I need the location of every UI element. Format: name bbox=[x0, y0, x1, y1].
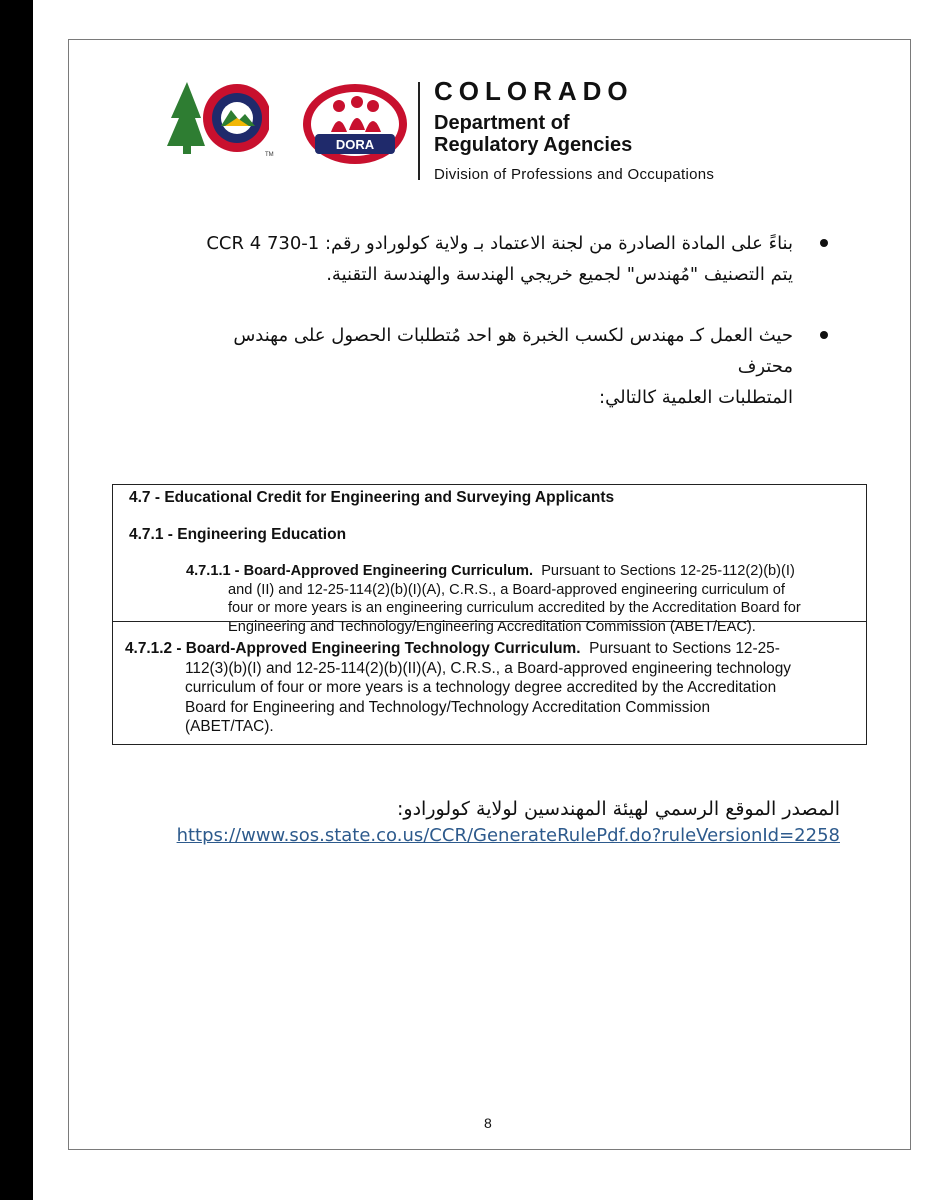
rule-excerpt-top bbox=[112, 484, 867, 635]
rule-4-7-1-2-text-5: (ABET/TAC). bbox=[185, 718, 274, 735]
rule-4-7-1-1-text-1: Pursuant to Sections 12-25-112(2)(b)(I) bbox=[541, 563, 795, 579]
rule-4-7-1-2-title: 4.7.1.2 - Board-Approved Engineering Technology Curriculum. bbox=[125, 640, 581, 657]
bullet-1 bbox=[123, 228, 793, 290]
agency-header bbox=[165, 76, 825, 186]
state-name: COLORADO bbox=[434, 76, 634, 106]
tm-mark: TM bbox=[265, 152, 274, 158]
dora-wordmark: DORA bbox=[335, 137, 375, 152]
agency-name bbox=[434, 76, 714, 184]
source-label: المصدر الموقع الرسمي لهيئة المهندسين لولاية كولورادو: bbox=[397, 798, 840, 820]
rule-4-7-1-1-text-3: four or more years is an engineering curriculum accredited by the Accreditation Board for bbox=[228, 600, 801, 616]
rule-4-7-1-2-text-1: Pursuant to Sections 12-25- bbox=[589, 640, 780, 657]
rule-excerpt-bottom bbox=[112, 621, 867, 745]
bullet-2 bbox=[123, 320, 793, 413]
rule-4-7-1-1-text-2: and (II) and 12-25-114(2)(b)(I)(A), C.R.S., a Board-approved engineering curriculum of bbox=[228, 581, 785, 598]
bullet-1-line-2: يتم التصنيف "مُهندس" لجميع خريجي الهندسة والهندسة التقنية. bbox=[326, 264, 793, 285]
rule-4-7-1-2 bbox=[125, 639, 855, 737]
requirements-label: المتطلبات العلمية كالتالي: bbox=[599, 387, 793, 408]
document-page bbox=[33, 0, 943, 1200]
logo-divider bbox=[418, 82, 420, 180]
dora-logo bbox=[301, 82, 409, 166]
rule-4-7-1-1-text-4: Engineering and Technology/Engineering Accreditation Commission (ABET/EAC). bbox=[228, 618, 756, 635]
department-line-2: Regulatory Agencies bbox=[434, 134, 633, 156]
bullet-icon bbox=[820, 239, 828, 247]
bullet-icon bbox=[820, 331, 828, 339]
rule-4-7-1-2-text-4: Board for Engineering and Technology/Technology Accreditation Commission bbox=[185, 698, 711, 716]
rule-4-7-1-2-text-3: curriculum of four or more years is a technology degree accredited by the Accreditation bbox=[185, 679, 777, 696]
section-heading: 4.7 - Educational Credit for Engineering and Surveying Applicants bbox=[129, 489, 615, 506]
rule-4-7-1-2-text-2: 112(3)(b)(I) and 12-25-114(2)(b)(II)(A), C.R.S., a Board-approved engineering technology bbox=[185, 659, 791, 677]
division-name: Division of Professions and Occupations bbox=[434, 166, 715, 183]
colorado-state-logo bbox=[165, 80, 295, 160]
source-url-link[interactable]: https://www.sos.state.co.us/CCR/GenerateRulePdf.do?ruleVersionId=2258 bbox=[176, 825, 840, 846]
bullet-2-line-1: حيث العمل كـ مهندس لكسب الخبرة هو احد مُتطلبات الحصول على مهندس bbox=[233, 325, 793, 346]
subsection-heading: 4.7.1 - Engineering Education bbox=[129, 526, 347, 543]
rule-4-7-1-1-title: 4.7.1.1 - Board-Approved Engineering Curriculum. bbox=[186, 563, 534, 579]
bullet-2-line-2: محترف bbox=[737, 356, 793, 377]
page-number: 8 bbox=[484, 1115, 492, 1131]
bullet-1-line-1: بناءً على المادة الصادرة من لجنة الاعتماد بـ ولاية كولورادو رقم: 1-730 4 CCR bbox=[206, 233, 793, 254]
department-line-1: Department of bbox=[434, 112, 570, 134]
